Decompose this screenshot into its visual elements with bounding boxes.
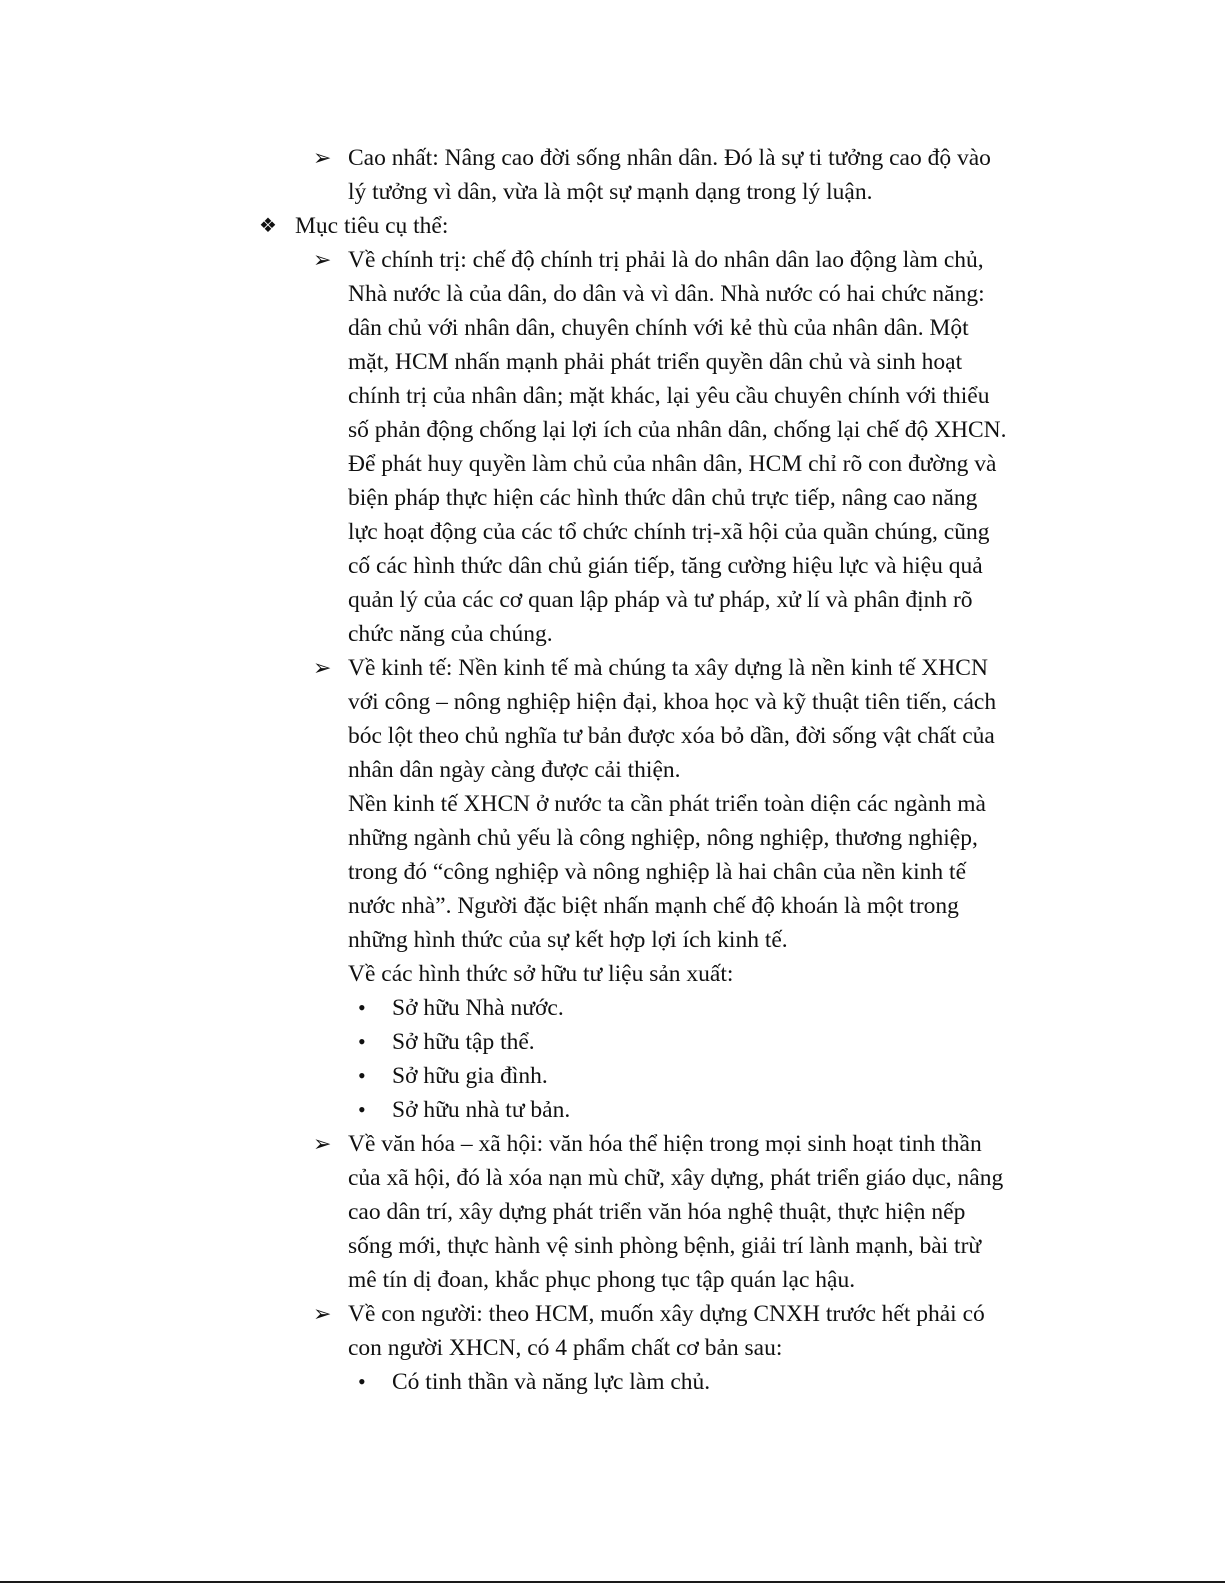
text-line: chức năng của chúng. — [348, 621, 553, 647]
diamond-bullet-icon: ❖ — [259, 215, 277, 237]
text-line: mê tín dị đoan, khắc phục phong tục tập quán lạc hậu. — [348, 1267, 856, 1293]
dot-bullet-icon: • — [358, 995, 366, 1020]
dot-bullet-icon: • — [358, 1369, 366, 1394]
text-line: bóc lột theo chủ nghĩa tư bản được xóa bỏ dần, đời sống vật chất của — [348, 723, 995, 749]
dot-bullet-icon: • — [358, 1097, 366, 1122]
text-line: Về văn hóa – xã hội: văn hóa thể hiện trong mọi sinh hoạt tinh thần — [348, 1131, 982, 1157]
text-line: nước nhà”. Người đặc biệt nhấn mạnh chế độ khoán là một trong — [348, 893, 959, 919]
text-line: Mục tiêu cụ thể: — [295, 213, 449, 239]
dot-bullet-icon: • — [358, 1029, 366, 1054]
section-heading — [259, 209, 449, 243]
sub-list-item — [358, 991, 564, 1025]
text-line: Sở hữu Nhà nước. — [392, 995, 564, 1021]
text-line: của xã hội, đó là xóa nạn mù chữ, xây dựng, phát triển giáo dục, nâng — [348, 1165, 1004, 1191]
arrow-bullet-icon: ➢ — [313, 247, 332, 272]
arrow-bullet-icon: ➢ — [313, 655, 332, 680]
text-line: Sở hữu nhà tư bản. — [392, 1097, 571, 1123]
text-line: dân chủ với nhân dân, chuyên chính với kẻ thù của nhân dân. Một — [348, 315, 969, 341]
text-line: trong đó “công nghiệp và nông nghiệp là hai chân của nền kinh tế — [348, 859, 966, 885]
text-line: Sở hữu gia đình. — [392, 1063, 548, 1089]
text-line: Có tinh thần và năng lực làm chủ. — [392, 1369, 711, 1395]
list-item — [313, 1297, 985, 1365]
text-line: cao dân trí, xây dựng phát triển văn hóa nghệ thuật, thực hiện nếp — [348, 1199, 966, 1225]
arrow-bullet-icon: ➢ — [313, 1131, 332, 1156]
text-line: Cao nhất: Nâng cao đời sống nhân dân. Đó là sự ti tưởng cao độ vào — [348, 145, 991, 171]
list-item — [313, 141, 991, 209]
text-line: Để phát huy quyền làm chủ của nhân dân, HCM chỉ rõ con đường và — [348, 451, 997, 477]
text-line: Về các hình thức sở hữu tư liệu sản xuất: — [348, 961, 734, 987]
text-line: con người XHCN, có 4 phẩm chất cơ bản sau: — [348, 1335, 783, 1361]
list-item — [313, 243, 1007, 651]
sub-list-item — [358, 1093, 571, 1127]
text-line: Nền kinh tế XHCN ở nước ta cần phát triển toàn diện các ngành mà — [348, 791, 986, 817]
text-line: những hình thức của sự kết hợp lợi ích kinh tế. — [348, 927, 788, 953]
page-bottom-border — [0, 1581, 1225, 1583]
text-line: biện pháp thực hiện các hình thức dân chủ trực tiếp, nâng cao năng — [348, 485, 978, 511]
text-line: Về chính trị: chế độ chính trị phải là do nhân dân lao động làm chủ, — [348, 247, 984, 273]
text-line: mặt, HCM nhấn mạnh phải phát triển quyền dân chủ và sinh hoạt — [348, 349, 963, 375]
text-line: lực hoạt động của các tổ chức chính trị-xã hội của quần chúng, cũng — [348, 519, 990, 545]
sub-list-item — [358, 1059, 548, 1093]
text-line: cố các hình thức dân chủ gián tiếp, tăng cường hiệu lực và hiệu quả — [348, 553, 983, 579]
dot-bullet-icon: • — [358, 1063, 366, 1088]
sub-list-item — [358, 1365, 711, 1399]
text-line: với công – nông nghiệp hiện đại, khoa học và kỹ thuật tiên tiến, cách — [348, 689, 997, 715]
sub-list-item — [358, 1025, 535, 1059]
text-line: sống mới, thực hành vệ sinh phòng bệnh, giải trí lành mạnh, bài trừ — [348, 1233, 982, 1259]
text-line: lý tưởng vì dân, vừa là một sự mạnh dạng trong lý luận. — [348, 179, 873, 205]
text-line: số phản động chống lại lợi ích của nhân dân, chống lại chế độ XHCN. — [348, 417, 1007, 443]
text-line: nhân dân ngày càng được cải thiện. — [348, 757, 681, 783]
arrow-bullet-icon: ➢ — [313, 145, 332, 170]
text-line: chính trị của nhân dân; mặt khác, lại yêu cầu chuyên chính với thiểu — [348, 383, 990, 409]
text-line: Về kinh tế: Nền kinh tế mà chúng ta xây dựng là nền kinh tế XHCN — [348, 655, 988, 681]
text-line: Về con người: theo HCM, muốn xây dựng CNXH trước hết phải có — [348, 1301, 985, 1327]
list-item — [313, 651, 997, 991]
arrow-bullet-icon: ➢ — [313, 1301, 332, 1326]
text-line: Nhà nước là của dân, do dân và vì dân. Nhà nước có hai chức năng: — [348, 281, 985, 307]
text-line: Sở hữu tập thể. — [392, 1029, 535, 1055]
text-line: quản lý của các cơ quan lập pháp và tư pháp, xử lí và phân định rõ — [348, 587, 973, 613]
text-line: những ngành chủ yếu là công nghiệp, nông nghiệp, thương nghiệp, — [348, 825, 978, 851]
list-item — [313, 1127, 1004, 1297]
